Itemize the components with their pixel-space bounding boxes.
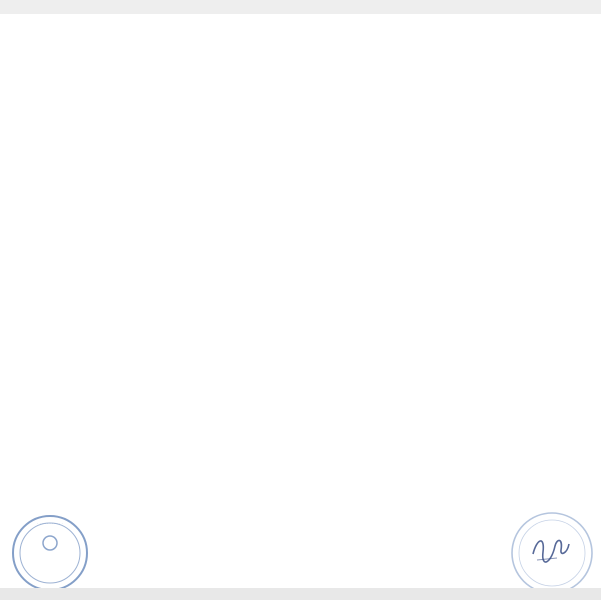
footer-bar xyxy=(0,588,601,600)
lab-stamp-icon xyxy=(10,513,90,593)
note-dot xyxy=(246,94,586,102)
table-header xyxy=(0,0,601,14)
medical-seal-icon xyxy=(500,505,599,593)
note-grass-mix-gx23 xyxy=(246,94,586,102)
note-dot xyxy=(246,196,586,204)
note-grass-mix-gx24 xyxy=(246,196,586,204)
svg-text:· · · · · · · · · · ·: · · · · · · · · · · · xyxy=(37,521,63,526)
